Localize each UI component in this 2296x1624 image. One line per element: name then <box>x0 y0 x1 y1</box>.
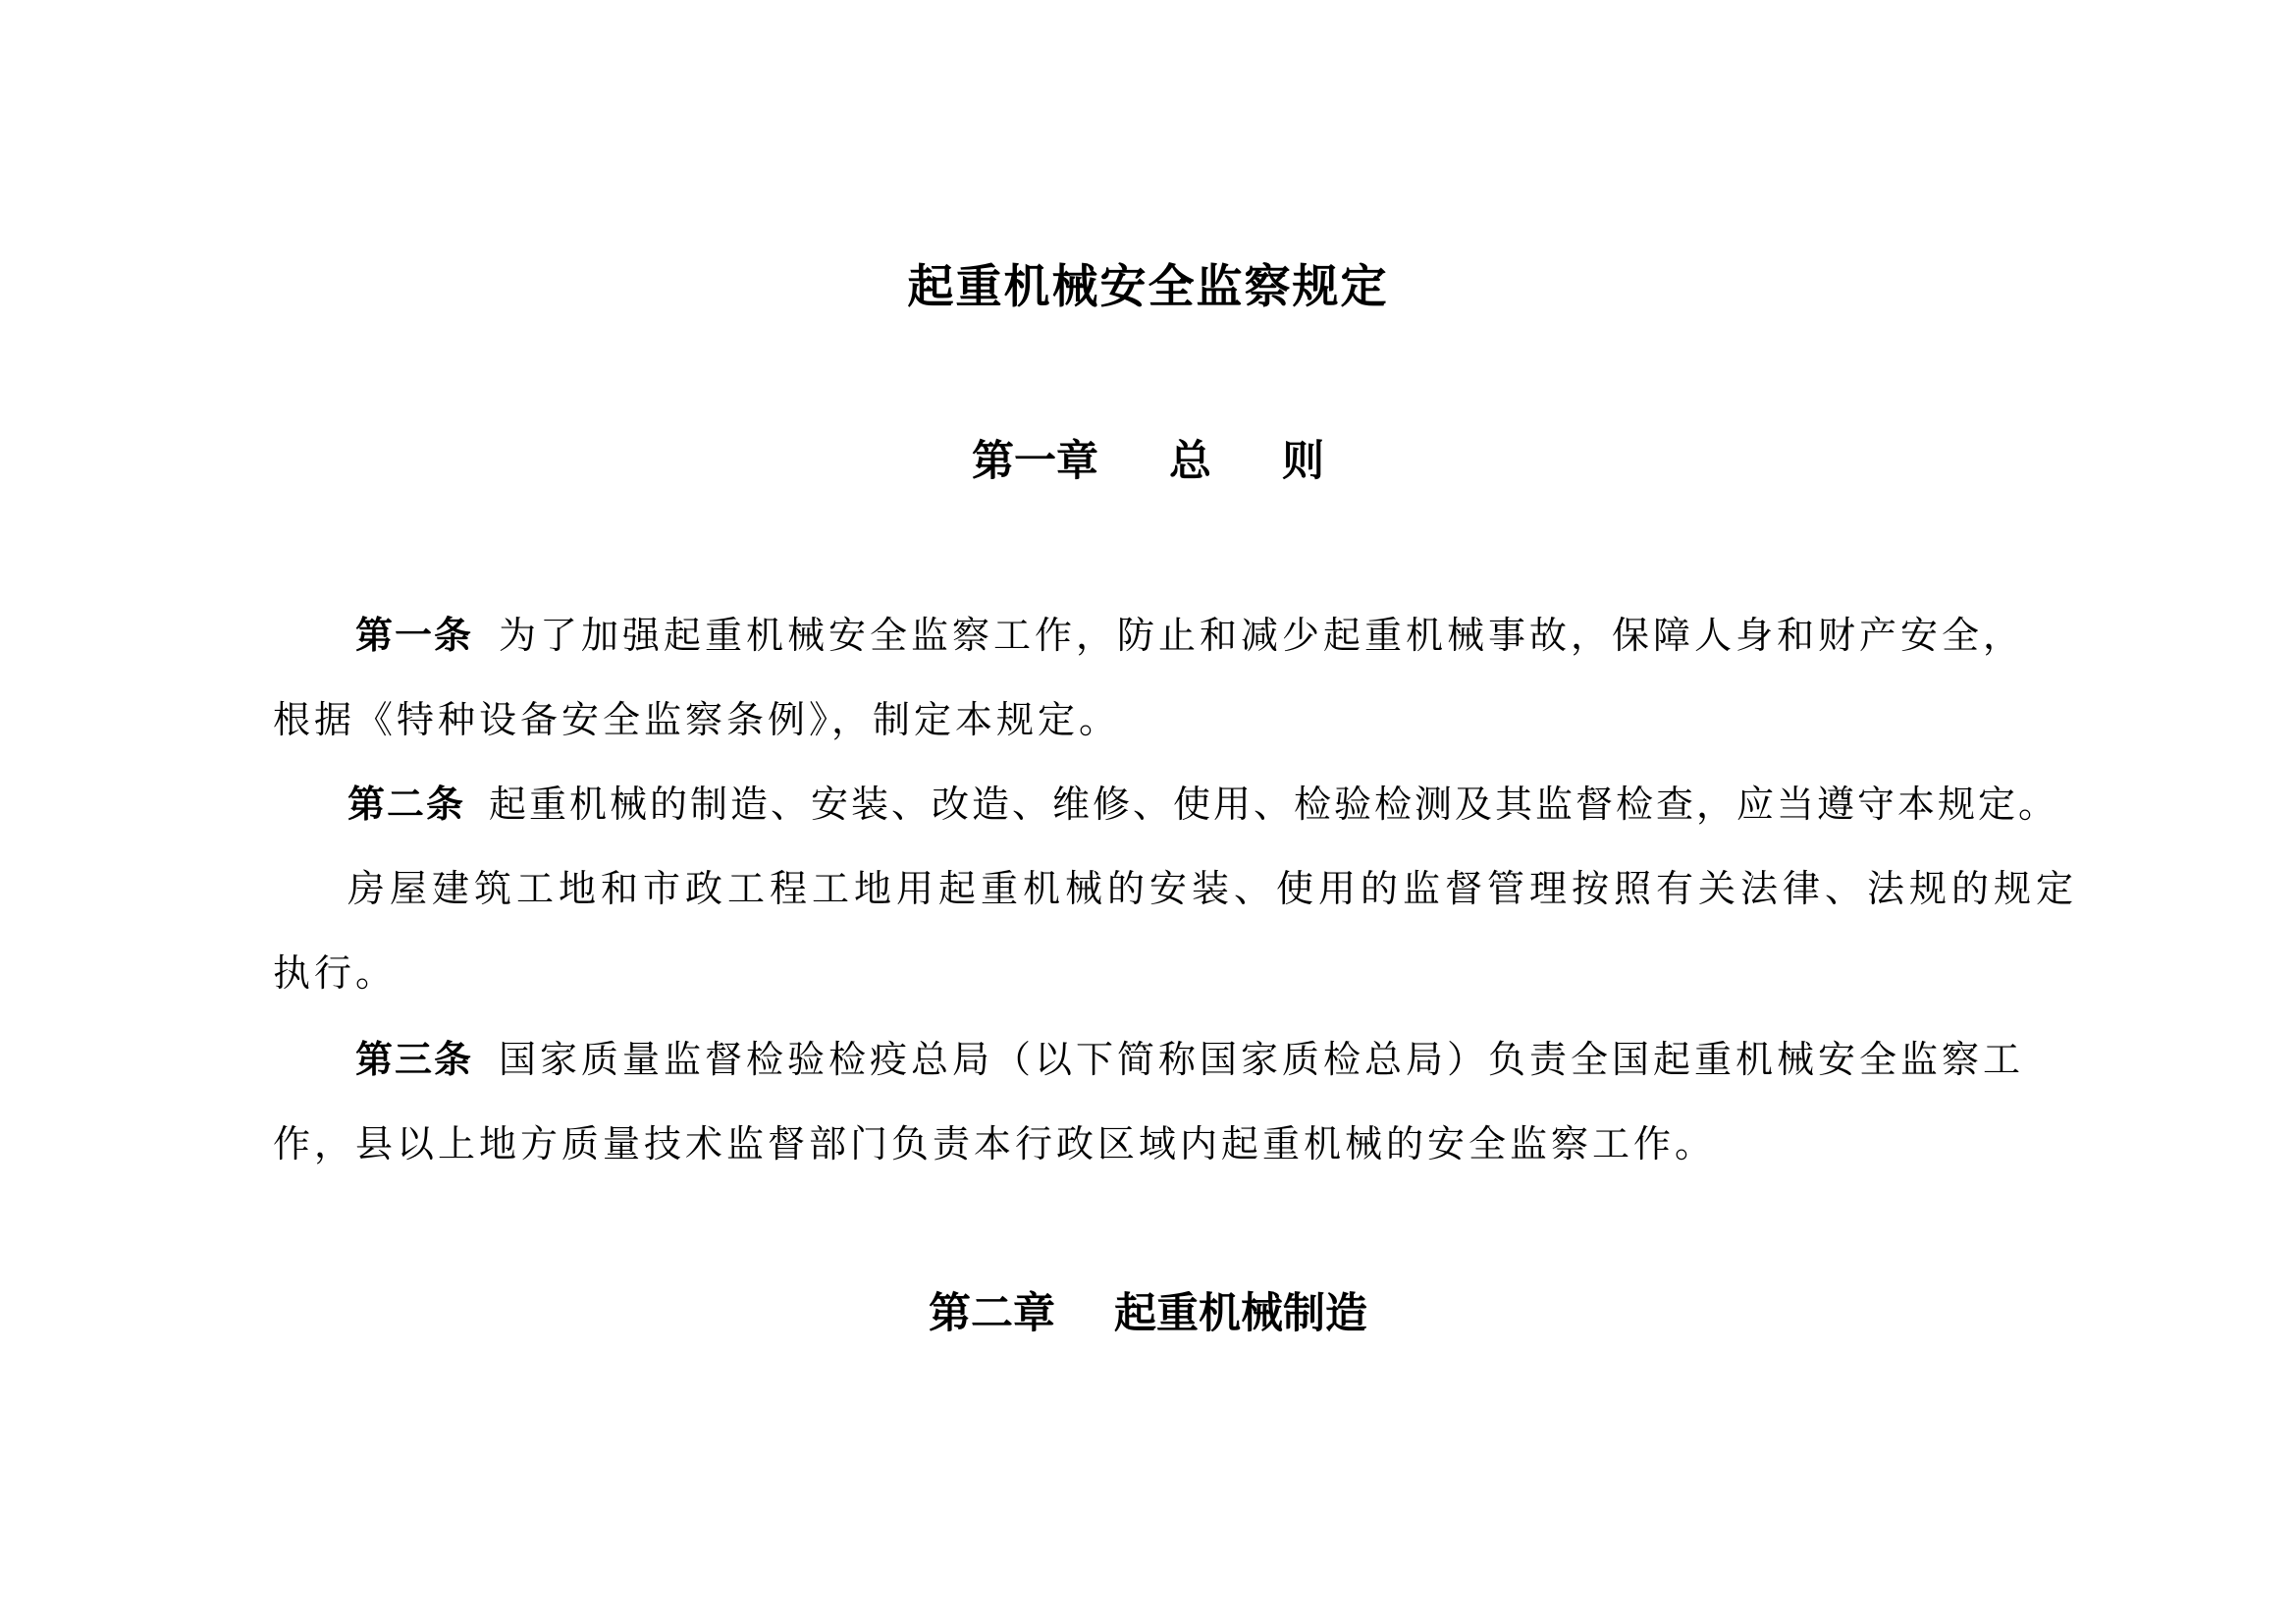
document-title: 起重机械安全监察规定 <box>907 260 1389 314</box>
article-line <box>273 677 1120 762</box>
article-line <box>273 1102 1716 1186</box>
chapter-heading-1 <box>0 430 2296 493</box>
article-label: 第三条 <box>355 1037 474 1081</box>
article-line <box>347 846 2078 931</box>
article-line <box>273 931 397 1015</box>
article-label: 第二条 <box>347 782 466 826</box>
article-text: 作，县以上地方质量技术监督部门负责本行政区域内起重机械的安全监察工作。 <box>273 1122 1717 1165</box>
article-text: 房屋建筑工地和市政工程工地用起重机械的安装、使用的监督管理按照有关法律、法规的规定 <box>347 867 2079 910</box>
chapter-title: 起重机械制造 <box>1114 1289 1367 1338</box>
chapter-heading-2 <box>0 1282 2296 1345</box>
article-line <box>347 762 2058 846</box>
article-text: 执行。 <box>273 951 398 995</box>
article-label: 第一条 <box>355 613 474 657</box>
chapter-title-part: 总 <box>1169 437 1211 486</box>
article-line <box>355 1017 2024 1102</box>
chapter-number: 第二章 <box>929 1289 1055 1338</box>
article-text: 起重机械的制造、安装、改造、维修、使用、检验检测及其监督检查，应当遵守本规定。 <box>489 783 2059 826</box>
chapter-title-part: 则 <box>1282 437 1324 486</box>
chapter-number: 第一章 <box>972 437 1098 486</box>
article-text: 国家质量监督检验检疫总局（以下简称国家质检总局）负责全国起重机械安全监察工 <box>499 1038 2025 1081</box>
article-line <box>355 593 2024 677</box>
article-text: 根据《特种设备安全监察条例》，制定本规定。 <box>273 698 1121 741</box>
article-text: 为了加强起重机械安全监察工作，防止和减少起重机械事故，保障人身和财产安全， <box>499 614 2025 657</box>
